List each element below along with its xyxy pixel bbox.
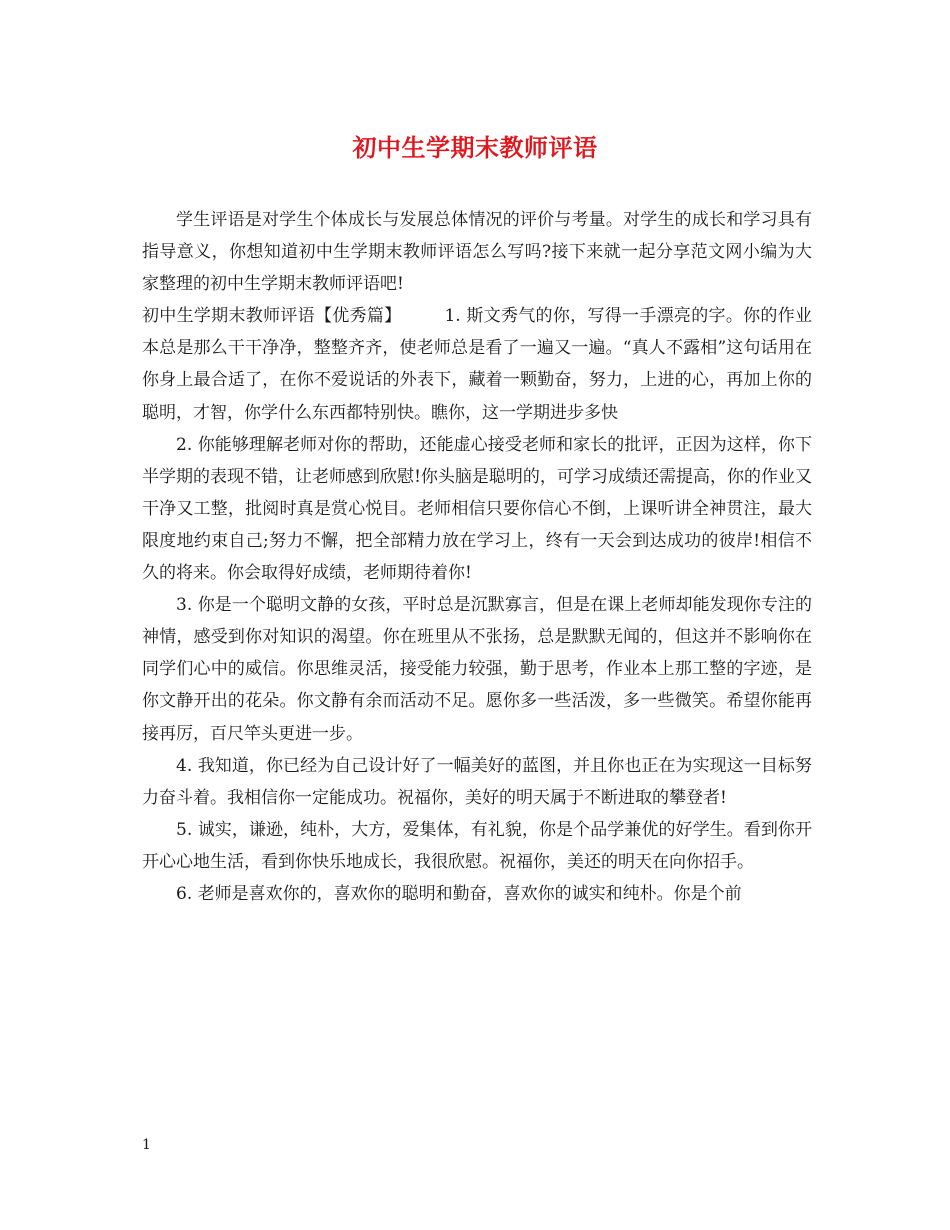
document-title: 初中生学期末教师评语: [352, 133, 598, 162]
comment-paragraph-2: 2. 你能够理解老师对你的帮助，还能虚心接受老师和家长的批评，正因为这样，你下半学期的表现不错，让老师感到欣慰!你头脑是聪明的，可学习成绩还需提高，你的作业又干净又工整，批阅时真是赏心悦目。老师相信只要你信心不倒，上课听讲全神贯注，最大限度地约束自己;努力不懈，把全部精力放在学习上，终有一天会到达成功的彼岸!相信不久的将来。你会取得好成绩，老师期待着你!: [142, 434, 812, 584]
comment-paragraph-3: 3. 你是一个聪明文静的女孩，平时总是沉默寡言，但是在课上老师却能发现你专注的神情，感受到你对知识的渴望。你在班里从不张扬，总是默默无闻的，但这并不影响你在同学们心中的威信。你思维灵活，接受能力较强，勤于思考，作业本上那工整的字迹，是你文静开出的花朵。你文静有余而活动不足。愿你多一些活泼，多一些微笑。希望你能再接再厉，百尺竿头更进一步。: [142, 595, 812, 744]
section-heading: 初中生学期末教师评语【优秀篇】: [142, 306, 402, 327]
page-number: 1: [142, 1137, 151, 1153]
intro-paragraph: 学生评语是对学生个体成长与发展总体情况的评价与考量。对学生的成长和学习具有指导意义，你想知道初中生学期末教师评语怎么写吗?接下来就一起分享范文网小编为大家整理的初中生学期末教师评语吧!: [142, 210, 812, 295]
comment-paragraph-1: 1. 斯文秀气的你，写得一手漂亮的字。你的作业本总是那么干干净净，整整齐齐，使老师总是看了一遍又一遍。“真人不露相”这句话用在你身上最合适了，在你不爱说话的外表下，藏着一颗勤奋，努力，上进的心，再加上你的聪明，才智，你学什么东西都特别快。瞧你，这一学期进步多快: [142, 306, 813, 423]
comment-paragraph-4: 4. 我知道，你已经为自己设计好了一幅美好的蓝图，并且你也正在为实现这一目标努力奋斗着。我相信你一定能成功。祝福你，美好的明天属于不断进取的攀登者!: [142, 755, 812, 808]
document-body: [142, 204, 812, 910]
section-paragraph: [142, 300, 812, 428]
comment-paragraph-5: 5. 诚实，谦逊，纯朴，大方，爱集体，有礼貌，你是个品学兼优的好学生。看到你开开心心地生活，看到你快乐地成长，我很欣慰。祝福你，美还的明天在向你招手。: [142, 819, 812, 872]
comment-paragraph-6: 6. 老师是喜欢你的，喜欢你的聪明和勤奋，喜欢你的诚实和纯朴。你是个前: [176, 883, 742, 904]
